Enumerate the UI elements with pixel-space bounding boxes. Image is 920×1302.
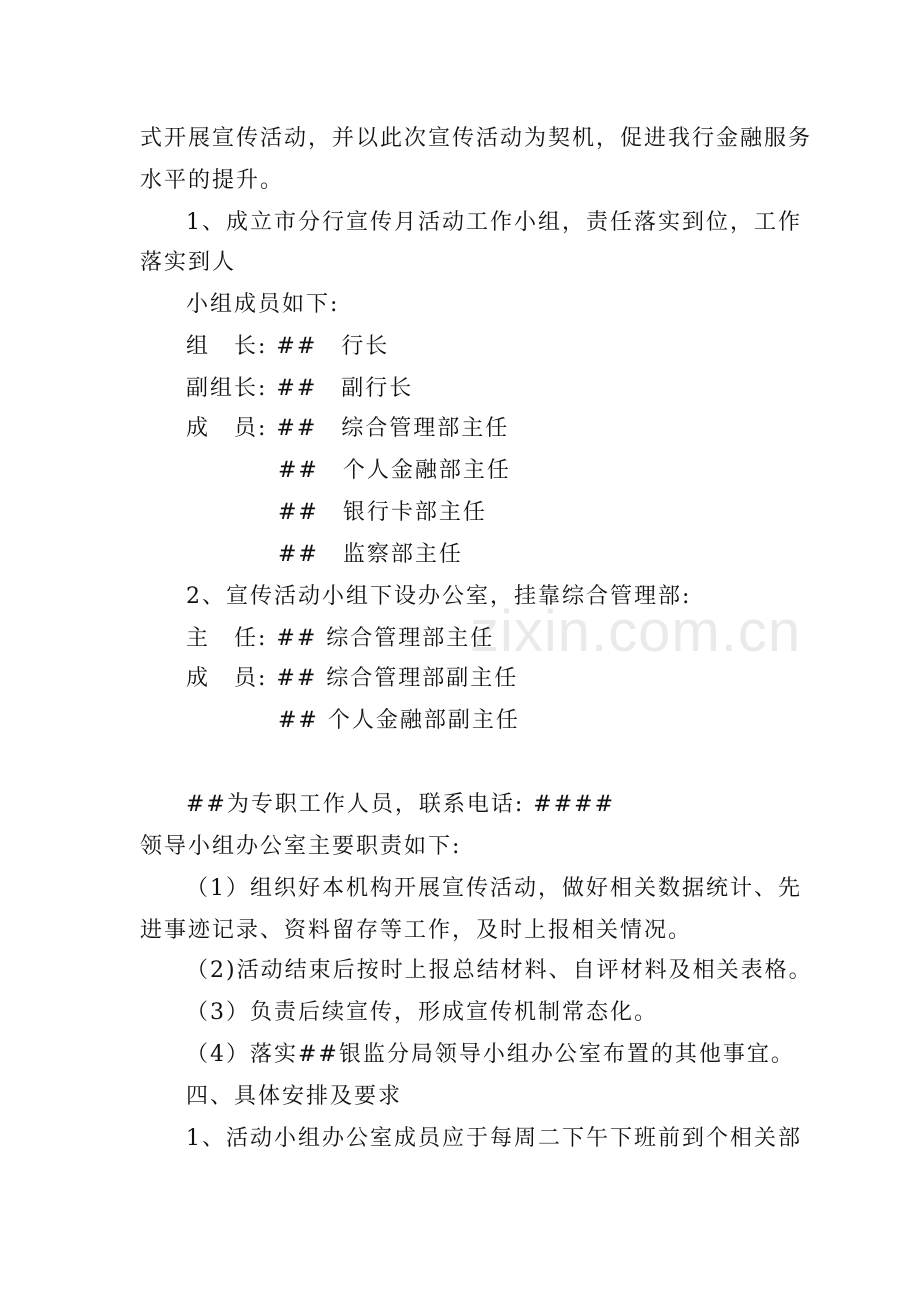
- member-deputy-leader: 副组长: ## 副行长: [186, 376, 414, 401]
- duty-1-line-1: （1）组织好本机构开展宣传活动，做好相关数据统计、先: [186, 876, 802, 901]
- office-director: 主 任: ## 综合管理部主任: [186, 626, 495, 651]
- section-4-heading: 四、具体安排及要求: [186, 1084, 403, 1109]
- watermark: zixin.com.cn: [470, 599, 802, 664]
- arrangement-1: 1、活动小组办公室成员应于每周二下午下班前到个相关部: [186, 1126, 802, 1151]
- contact-line: ##为专职工作人员，联系电话: ####: [186, 792, 616, 817]
- duty-1-line-2: 进事迹记录、资料留存等工作，及时上报相关情况。: [140, 918, 693, 943]
- duty-4: （4）落实##银监分局领导小组办公室布置的其他事宜。: [186, 1042, 795, 1067]
- paragraph-line-1: 式开展宣传活动，并以此次宣传活动为契机，促进我行金融服务: [140, 126, 813, 151]
- office-heading: 2、宣传活动小组下设办公室，挂靠综合管理部:: [186, 584, 692, 609]
- member-row-1: 成 员: ## 综合管理部主任: [186, 416, 510, 441]
- member-row-4: ## 监察部主任: [278, 542, 463, 567]
- paragraph-line-4: 落实到人: [140, 250, 237, 275]
- duties-heading: 领导小组办公室主要职责如下:: [140, 834, 462, 859]
- member-row-3: ## 银行卡部主任: [278, 500, 487, 525]
- duty-3: （3）负责后续宣传，形成宣传机制常态化。: [186, 1000, 658, 1025]
- member-row-2: ## 个人金融部主任: [278, 458, 511, 483]
- duty-2: （2)活动结束后按时上报总结材料、自评材料及相关表格。: [186, 958, 813, 983]
- member-leader: 组 长: ## 行长: [186, 334, 390, 359]
- paragraph-line-3: 1、成立市分行宣传月活动工作小组，责任落实到位，工作: [186, 210, 802, 235]
- members-heading: 小组成员如下:: [186, 292, 340, 317]
- office-member-1: 成 员: ## 综合管理部副主任: [186, 666, 519, 691]
- office-member-2: ## 个人金融部副主任: [278, 708, 520, 733]
- paragraph-line-2: 水平的提升。: [140, 168, 285, 193]
